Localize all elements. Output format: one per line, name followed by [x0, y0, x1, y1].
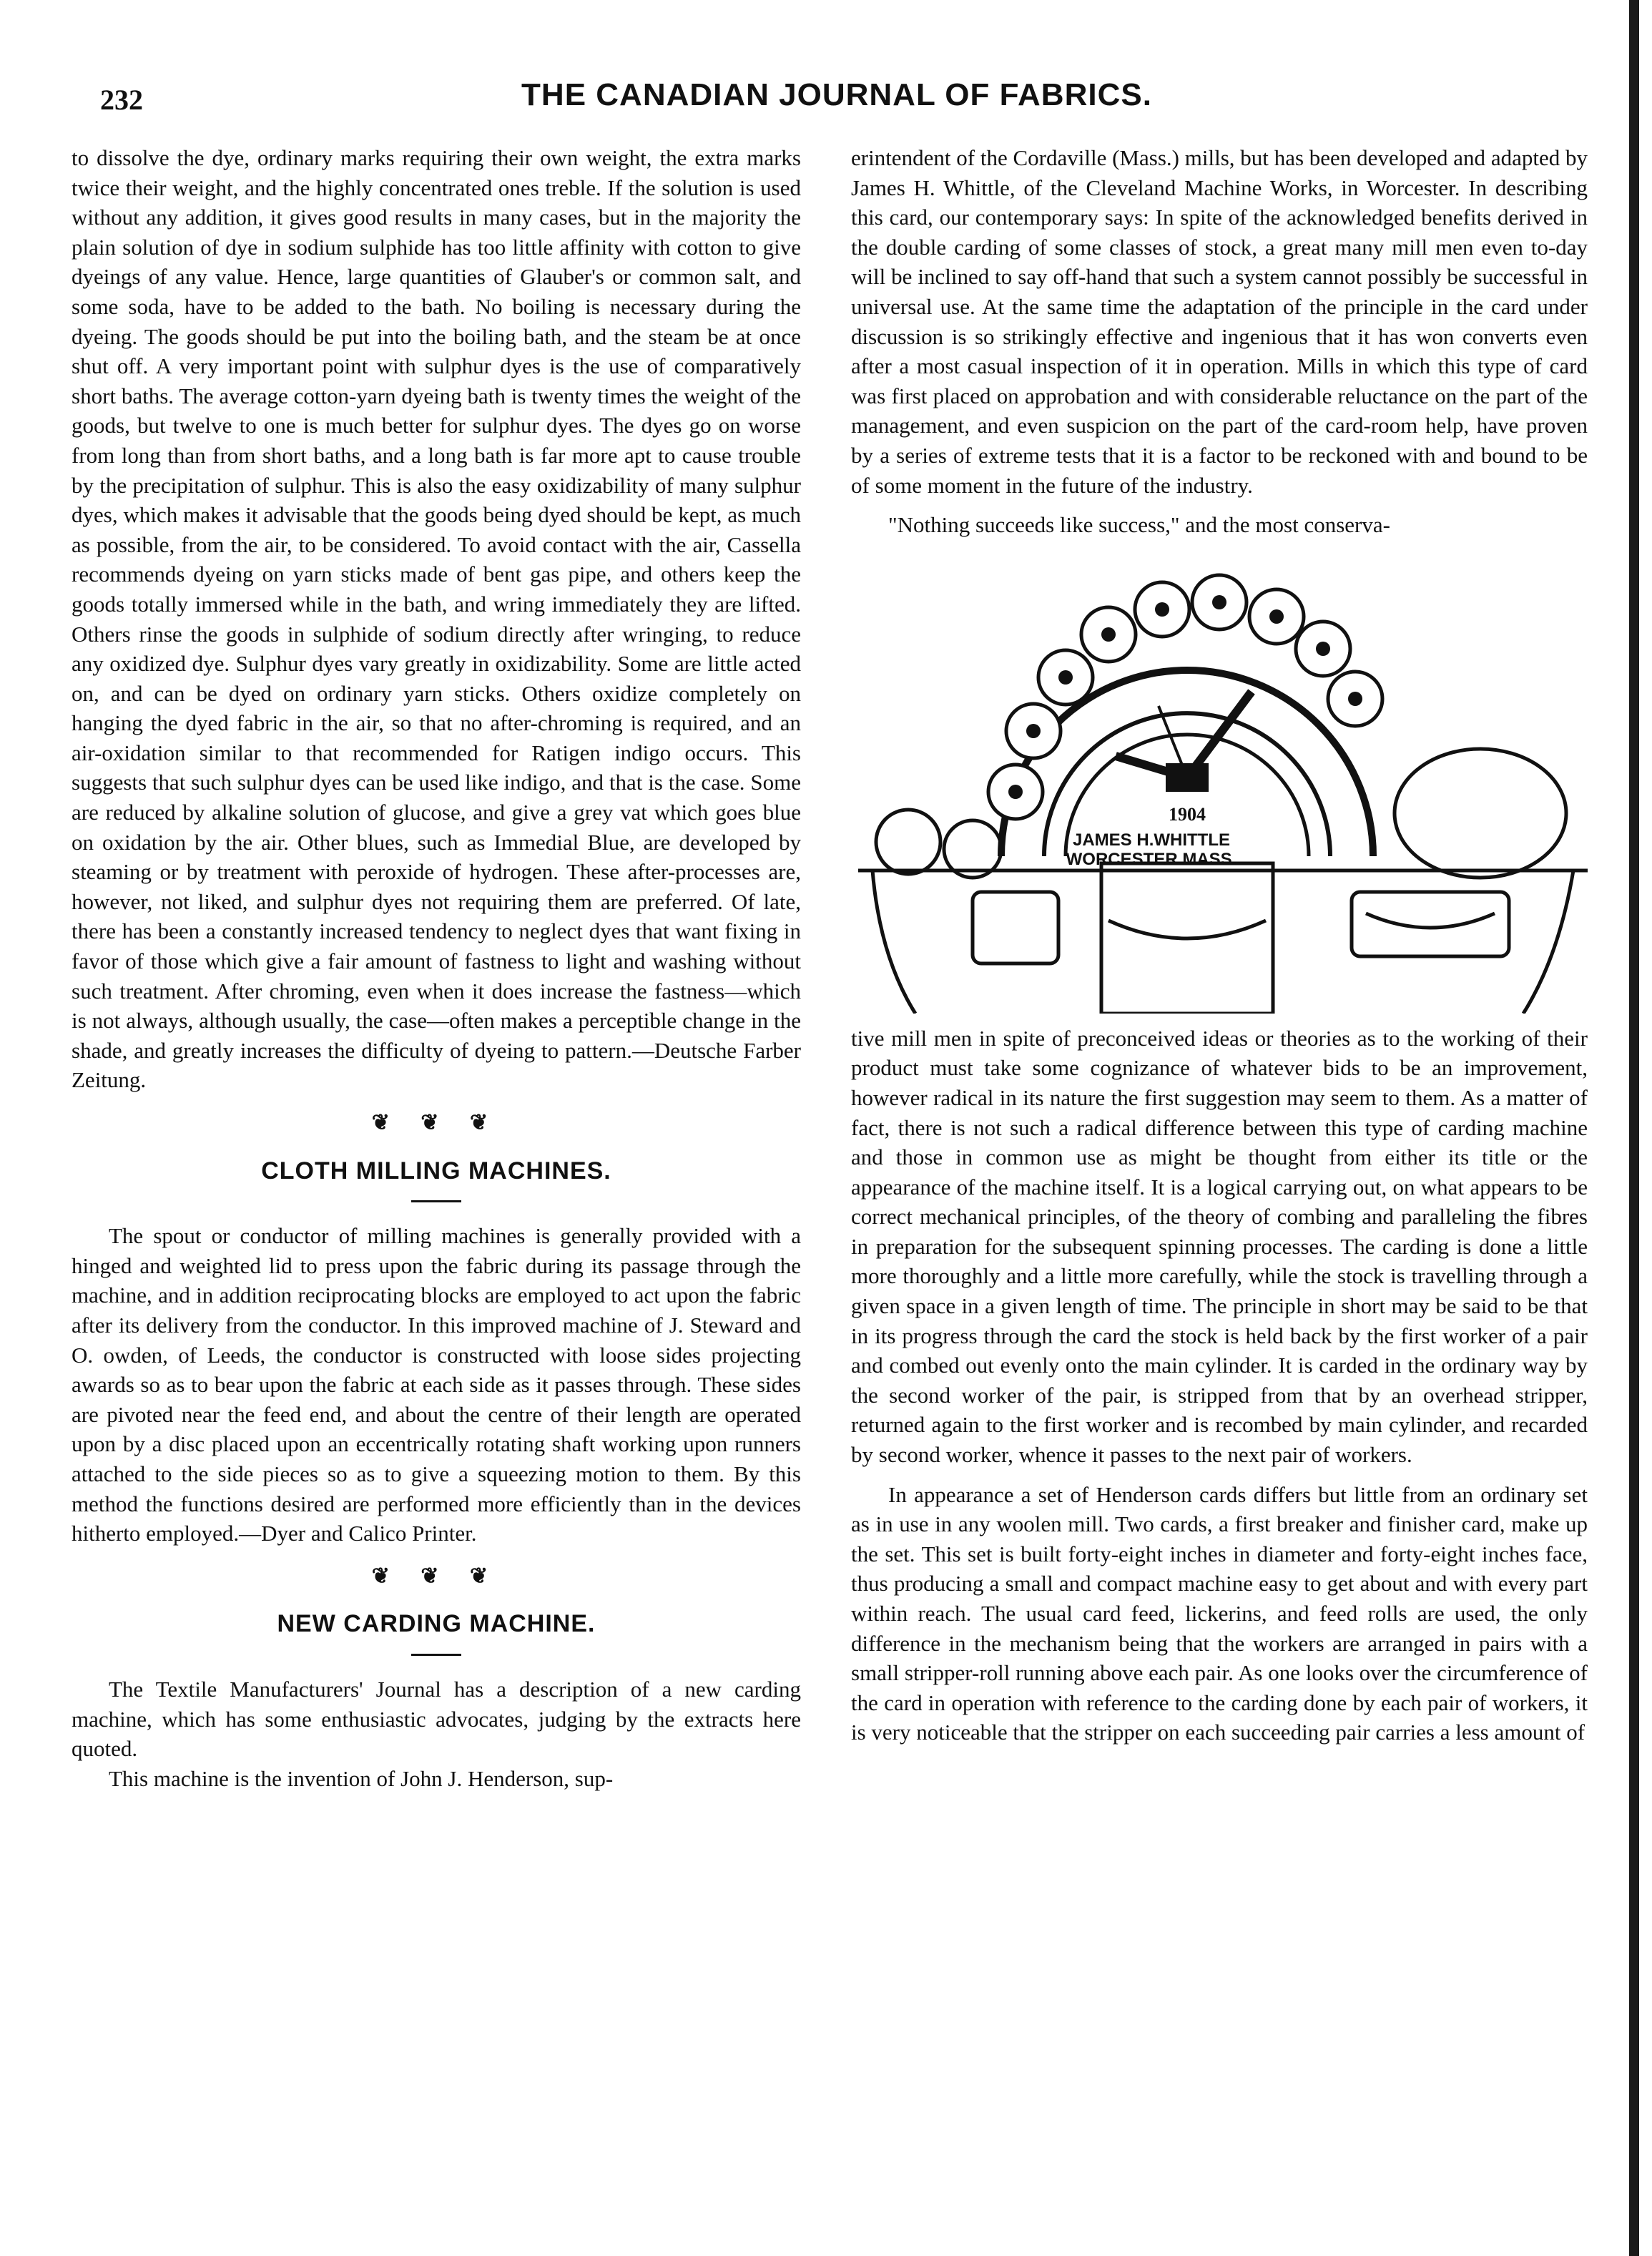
carding-machine-illustration — [851, 556, 1588, 1014]
continued-paragraph: erintendent of the Cordaville (Mass.) mills, but has been developed and adapted by James H. Whittle, of the Cleveland Machine Works, in Worcester. In describing this card, our contemporary says: In spite of the acknowledged benefits derived in the double carding of some classes of stock, a great many mill men even to-day will be inclined to say off-hand that such a system cannot possibly be successful in universal use. At the same time the adaptation of the principle in the card under discussion is so strikingly effective and ingenious that it has won converts even after a most casual inspection of it in operation. Mills in which this type of card was first placed on approbation and with considerable reluctance on the part of the management, and even suspicion on the part of the card-room help, have proven by a series of extreme tests that it is a factor to be reckoned with and bound to be of some moment in the future of the industry. — [851, 145, 1588, 498]
doffer-roll — [1395, 749, 1566, 878]
journal-title: THE CANADIAN JOURNAL OF FABRICS. — [521, 77, 1152, 112]
left-column — [72, 143, 801, 1793]
cylinder-hub — [1166, 763, 1209, 792]
machine-year: 1904 — [1169, 803, 1206, 825]
milling-paragraph: The spout or conductor of milling machines is generally provided with a hinged and weighted lid to press upon the fabric during its passage through the machine, and in addition reciprocating blocks are employed to act upon the fabric after its delivery from the conductor. In this improved machine of J. Steward and O. owden, of Leeds, the conductor is constructed with loose sides projecting awards so as to bear upon the fabric at each side as it passes through. These sides are pivoted near the feed end, and about the centre of their length are operated upon by a disc placed upon an eccentrically rotating shaft working upon runners attached to the side pieces so as to give a squeezing motion to them. By this method the functions desired are performed more efficiently than in the devices hitherto employed.—Dyer and Calico Printer. — [72, 1223, 801, 1546]
machine-frame-left-leg — [872, 870, 915, 1014]
frame-panel-arc — [1108, 921, 1266, 938]
carding-machine-drawing — [851, 556, 1588, 1014]
section-separator: ❦ ❦ ❦ — [371, 1111, 501, 1134]
quote-line: "Nothing succeeds like success," and the most conserva- — [888, 512, 1390, 538]
frame-panel-left — [973, 892, 1058, 963]
maker-plate-line-1: JAMES H.WHITTLE — [1073, 830, 1230, 850]
frame-panel-right-arc — [1366, 913, 1495, 928]
page-edge-rule — [1629, 0, 1639, 2256]
heading-rule — [411, 1654, 461, 1656]
right-column — [851, 143, 1588, 1747]
maker-plate-line-2: WORCESTER MASS. — [1066, 849, 1237, 869]
dyeing-paragraph: to dissolve the dye, ordinary marks requiring their own weight, the extra marks twice their weight, and the highly concentrated ones treble. If the solution is used without any addition, it gives good results in many cases, but in the majority the plain solution of dye in sodium sulphide has too little affinity with cotton to give dyeings of any value. Hence, large quantities of Glauber's or common salt, and some soda, have to be added to the bath. No boiling is necessary during the dyeing. The goods should be put into the boiling bath, and the steam be at once shut off. A very important point with sulphur dyes is the use of comparatively short baths. The average cotton-yarn dyeing bath is twenty times the weight of the goods, but twelve to one is much better for sulphur dyes. The dyes go on worse from long than from short baths, and a long bath is far more apt to cause trouble by the precipitation of sulphur. This is also the easy oxidizability of many sulphur dyes, which makes it advisable that the goods being dyed should be kept, as much as possible, from the air, to be considered. To avoid contact with the air, Cassella recommends dyeing on yarn sticks made of bent gas pipe, and others keep the goods totally immersed while in the bath, and wring immediately they are lifted. Others rinse the goods in sulphide of sodium directly after wringing, to reduce any oxidized dye. Sulphur dyes vary greatly in oxidizability. Some are little acted on, and can be dyed on ordinary yarn sticks. Others oxidize completely on hanging the dyed fabric in the air, so that no after-chroming is required, and an air-oxidation similar to that recommended for Ratigen indigo occurs. This suggests that such sulphur dyes can be used like indigo, and that is the case. Some are reduced by alkaline solution of glucose, and give a grey vat which goes blue on oxidation by the air. Other blues, such as Immedial Blue, are developed by steaming or by treatment with peroxide of hydrogen. These after-processes are, however, not liked, and sulphur dyes not requiring them are preferred. Of late, there has been a constantly increased tendency to neglect dyes that want fixing in favor of those which give a fair amount of fastness to light and washing without such treatment. After chroming, even when it does increase the fastness—which is not always, although usually, the case—often makes a perceptible change in the shade, and greatly increases the difficulty of dyeing to pattern.—Deutsche Farber Zeitung. — [72, 145, 801, 1093]
heading-new-carding: NEW CARDING MACHINE. — [277, 1610, 596, 1638]
heading-rule — [411, 1200, 461, 1202]
section-separator: ❦ ❦ ❦ — [371, 1564, 501, 1588]
after-figure-paragraph: tive mill men in spite of preconceived ideas or theories as to the working of their product must take some cognizance of whatever bids to be an improvement, however radical in its nature the first suggestion may seem to them. As a matter of fact, there is not such a radical difference between this type of carding machine and those in common use as might be thought from either its title or the appearance of the machine itself. It is a logical carrying out, on what appears to be correct mechanical principles, of the theory of combing and paralleling the fibres in preparation for the subsequent spinning processes. The carding is done a little more thoroughly and a little more carefully, while the stock is travelling through a given space in a given length of time. The principle in short may be said to be that in its progress through the card the stock is held back by the first worker of a pair and combed out evenly onto the main cylinder. It is carded in the ordinary way by the second worker of the pair, is stripped from that by an overhead stripper, returned again to the first worker and is recombed by main cylinder, and recarded by second worker, whence it passes to the next pair of workers. — [851, 1025, 1588, 1468]
carding-continued-paragraph: This machine is the invention of John J. Henderson, sup- — [109, 1765, 614, 1791]
feed-roll — [876, 810, 940, 874]
carding-intro-paragraph: The Textile Manufacturers' Journal has a description of a new carding machine, which has some enthusiastic advocates, judging by the extracts here quoted. — [72, 1676, 801, 1762]
page-header — [93, 77, 1580, 120]
machine-frame-right-leg — [1523, 870, 1573, 1014]
page-number: 232 — [100, 84, 143, 116]
henderson-paragraph: In appearance a set of Henderson cards differs but little from an ordinary set as in use in any woolen mill. Two cards, a first breaker and finisher card, make up the set. This set is built forty-eight inches in diameter and forty-eight inches face, thus producing a small and compact machine easy to get about and with every part within reach. The usual card feed, lickerins, and feed rolls are used, the only difference in the mechanism being that the workers are arranged in pairs with a small stripper-roll running above each pair. As one looks over the circumference of the card in operation with reference to the carding done by each pair of workers, it is very noticeable that the stripper on each succeeding pair carries a less amount of — [851, 1481, 1588, 1745]
heading-cloth-milling: CLOTH MILLING MACHINES. — [261, 1157, 611, 1185]
frame-panel-right — [1352, 892, 1509, 956]
